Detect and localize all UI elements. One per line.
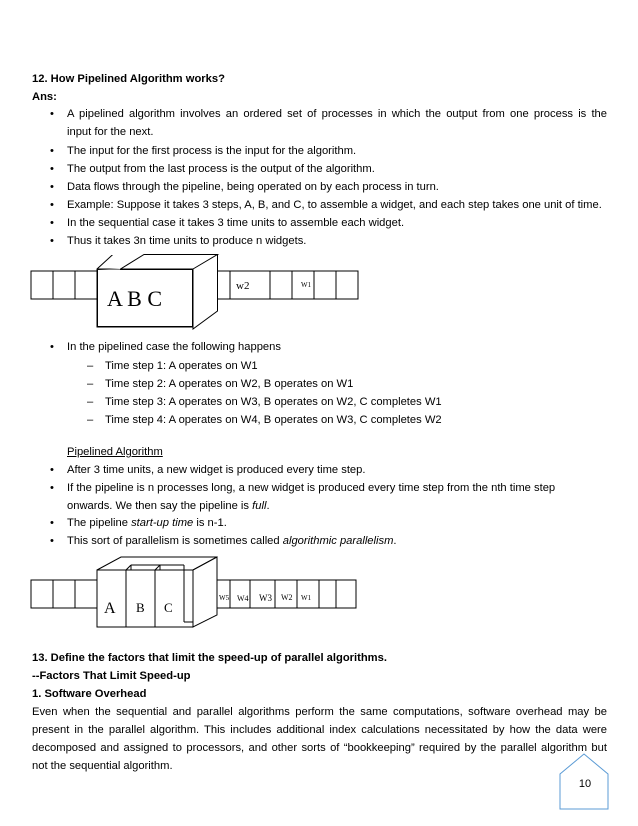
list-item: After 3 time units, a new widget is produced every time step. <box>67 464 366 476</box>
bullet-icon: • <box>50 341 54 353</box>
w1-label: W1 <box>301 281 312 289</box>
abc-box-side <box>192 254 220 330</box>
q13-subheading: --Factors That Limit Speed-up <box>32 670 191 682</box>
algorithmic-parallelism-term: algorithmic parallelism <box>282 535 394 547</box>
full-term: full <box>252 500 267 512</box>
dash-icon: – <box>87 360 94 372</box>
ans-label: Ans: <box>32 91 57 103</box>
list-item: The pipeline start-up time is n-1. <box>67 517 227 529</box>
q12-heading: 12. How Pipelined Algorithm works? <box>32 73 225 85</box>
bullet-icon: • <box>50 181 54 193</box>
list-item: Data flows through the pipeline, being operated on by each process in turn. <box>67 181 439 193</box>
bullet-icon: • <box>50 108 54 120</box>
start-up-time-term: start-up time <box>131 517 194 529</box>
time-step-item: Time step 1: A operates on W1 <box>105 360 258 372</box>
bullet-icon: • <box>50 145 54 157</box>
w2-label: W2 <box>281 593 293 602</box>
time-step-item: Time step 4: A operates on W4, B operates on W3, C completes W2 <box>105 414 442 426</box>
bullet-icon: • <box>50 217 54 229</box>
bullet-icon: • <box>50 464 54 476</box>
list-item-continuation: input for the next. <box>67 126 154 138</box>
list-item: If the pipeline is n processes long, a new widget is produced every time step from the nth time step <box>67 482 556 494</box>
dash-icon: – <box>87 414 94 426</box>
list-item: In the pipelined case the following happens <box>67 341 281 353</box>
list-item: In the sequential case it takes 3 time units to assemble each widget. <box>67 217 405 229</box>
paragraph-line: Even when the sequential and parallel algorithms perform the same computations, software overhead may be <box>32 706 607 718</box>
pipelined-diagram <box>0 555 638 635</box>
w3-label: W3 <box>259 593 272 603</box>
list-item-continuation: onwards. We then say the pipeline is full. <box>67 500 270 512</box>
paragraph-line: not the sequential algorithm. <box>32 760 173 772</box>
dash-icon: – <box>87 378 94 390</box>
bullet-icon: • <box>50 517 54 529</box>
q13-heading: 13. Define the factors that limit the speed-up of parallel algorithms. <box>32 652 387 664</box>
list-item: This sort of parallelism is sometimes called algorithmic parallelism. <box>67 535 397 547</box>
bullet-icon: • <box>50 482 54 494</box>
abc-label: A B C <box>107 286 163 311</box>
w1-label: W1 <box>301 594 312 602</box>
bullet-icon: • <box>50 235 54 247</box>
time-step-item: Time step 2: A operates on W2, B operates on W1 <box>105 378 354 390</box>
sequential-pipeline-diagram <box>0 255 638 335</box>
w5-label: W5 <box>219 594 230 602</box>
time-step-item: Time step 3: A operates on W3, B operates on W2, C completes W1 <box>105 396 442 408</box>
list-item: Thus it takes 3n time units to produce n widgets. <box>67 235 307 247</box>
bullet-icon: • <box>50 163 54 175</box>
page-number: 10 <box>578 778 592 790</box>
a-label: A <box>104 600 116 617</box>
paragraph-line: decomposed and assigned to processors, and other sorts of “bookkeeping” required by the parallel algorithm but <box>32 742 607 754</box>
list-item: Example: Suppose it takes 3 steps, A, B, and C, to assemble a widget, and each step takes one unit of time. <box>67 199 602 211</box>
paragraph-line: present in the parallel algorithm. This includes additional index calculations necessitated by how the data were <box>32 724 607 736</box>
list-item: The input for the first process is the input for the algorithm. <box>67 145 357 157</box>
w2-label: w2 <box>236 280 250 292</box>
dash-icon: – <box>87 396 94 408</box>
list-item: A pipelined algorithm involves an ordered set of processes in which the output from one process is the <box>67 108 607 120</box>
bullet-icon: • <box>50 199 54 211</box>
b-label: B <box>136 600 145 615</box>
bullet-icon: • <box>50 535 54 547</box>
list-item: The output from the last process is the output of the algorithm. <box>67 163 375 175</box>
c-label: C <box>164 600 173 615</box>
pipelined-algorithm-title: Pipelined Algorithm <box>67 446 163 458</box>
section-heading: 1. Software Overhead <box>32 688 147 700</box>
w4-label: W4 <box>237 594 249 603</box>
